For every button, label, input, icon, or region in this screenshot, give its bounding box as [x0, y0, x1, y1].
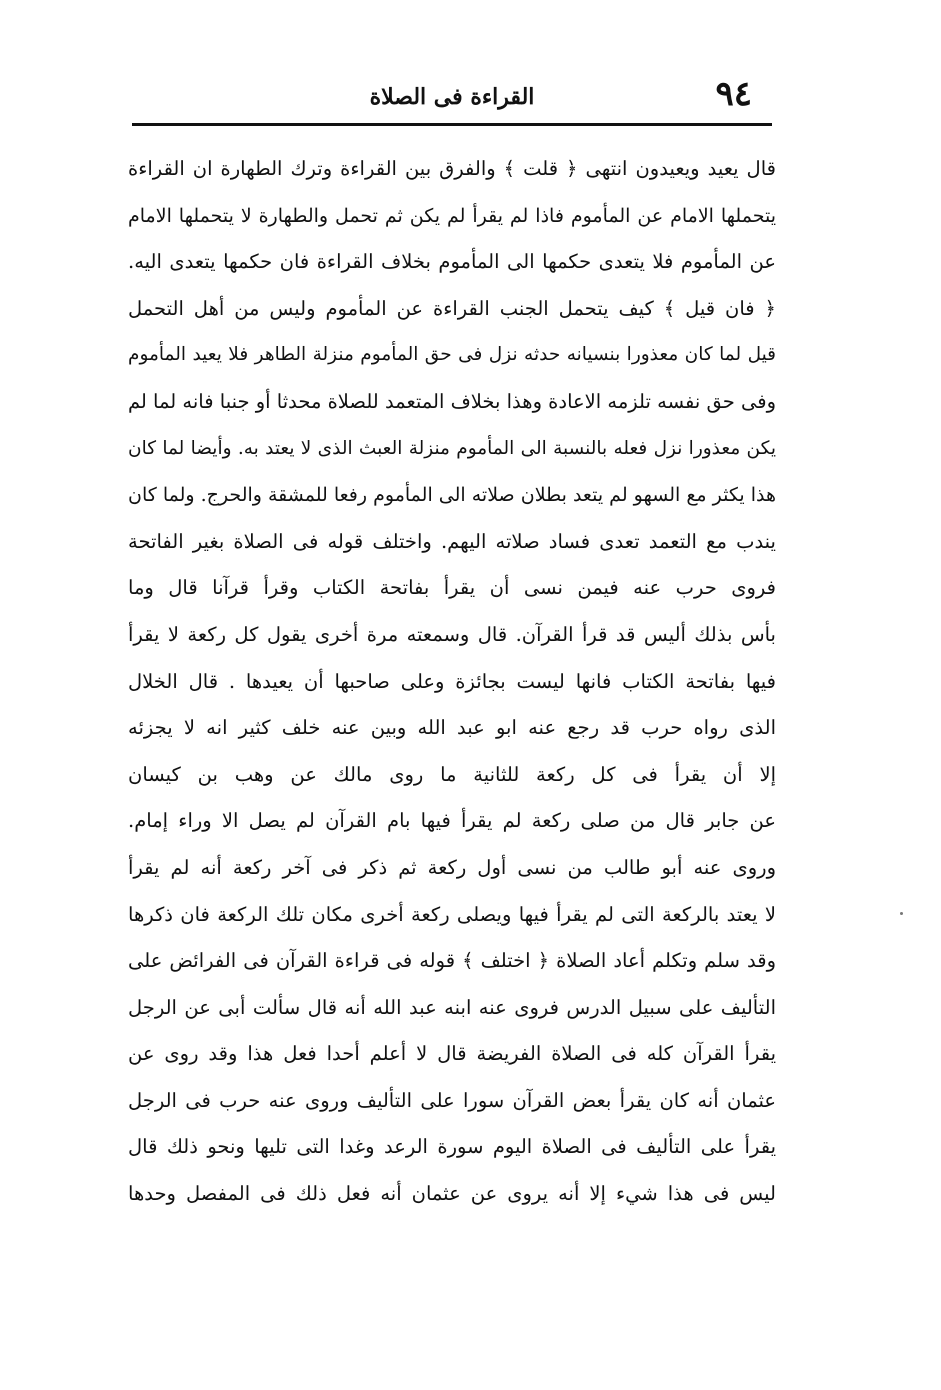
text-line: عثمان أنه كان يقرأ بعض القرآن سورا على التأليف وروى عنه حرب فى الرجل	[128, 1088, 776, 1112]
text-line: التأليف على سبيل الدرس فروى عنه ابنه عبد الله أنه قال سألت أبى عن الرجل	[128, 995, 776, 1019]
text-line: بأس بذلك أليس قد قرأ القرآن. قال وسمعته مرة أخرى يقول كل ركعة لا يقرأ	[128, 622, 776, 646]
page-header	[132, 70, 772, 120]
text-line: يتحملها الامام عن المأموم فاذا لم يقرأ لم يكن ثم تحمل والطهارة لا يتحملها الامام	[128, 204, 776, 227]
scan-speck	[900, 912, 903, 915]
text-line: ليس فى هذا شيء إلا أنه يروى عن عثمان أنه فعل ذلك فى المفصل وحدها	[128, 1182, 776, 1206]
text-line: هذا يكثر مع السهو لم يتعد بطلان صلاته الى المأموم رفعا للمشقة والحرج. ولما كان	[128, 484, 776, 507]
text-line: قيل لما كان معذورا بنسيانه حدثه نزل فى حق المأموم منزلة الطاهر فلا يعيد المأموم	[128, 344, 776, 366]
text-line: وروى عنه أبو طالب من نسى أول ركعة ثم ذكر فى آخر ركعة أنه لم يقرأ	[128, 855, 776, 879]
header-rule	[132, 123, 772, 126]
page-number: ٩٤	[715, 74, 752, 114]
text-line: ﴿ فان قيل ﴾ كيف يتحمل الجنب القراءة عن المأموم وليس من أهل التحمل	[128, 296, 776, 320]
text-line: وفى حق نفسه تلزمه الاعادة وهذا بخلاف المتعمد للصلاة محدثا أو جنبا فانه لما لم	[128, 389, 776, 413]
text-line: إلا أن يقرأ فى كل ركعة للثانية ما روى مالك عن وهب بن كيسان	[128, 762, 776, 786]
text-line: فروى حرب عنه فيمن نسى أن يقرأ بفاتحة الكتاب وقرأ قرآنا قال وما	[128, 576, 776, 600]
text-line: وقد سلم وتكلم أعاد الصلاة ﴿ اختلف ﴾ قوله فى قراءة القرآن فى الفرائض على	[128, 949, 776, 973]
text-line: فيها بفاتحة الكتاب فانها ليست بجائزة وعلى صاحبها أن يعيدها . قال الخلال	[128, 669, 776, 693]
text-line: عن المأموم فلا يتعدى حكمها الى المأموم بخلاف القراءة فان حكمها يتعدى اليه.	[128, 250, 776, 274]
text-line: يقرأ القرآن كله فى الصلاة الفريضة قال لا أعلم أحدا فعل هذا وقد روى عن	[128, 1042, 776, 1066]
text-line: يقرأ على التأليف فى الصلاة اليوم سورة الرعد وغدا التى تليها ونحو ذلك قال	[128, 1135, 776, 1159]
text-line: قال يعيد ويعيدون انتهى ﴿ قلت ﴾ والفرق بين القراءة وترك الطهارة ان القراءة	[128, 157, 776, 180]
text-line: الذى رواه حرب قد رجع عنه ابو عبد الله وبين عنه خلف كثير انه لا يجزئه	[128, 716, 776, 740]
text-line: عن جابر قال من صلى ركعة لم يقرأ فيها بام القرآن لم يصل الا وراء إمام.	[128, 809, 776, 833]
body-text	[128, 146, 776, 1218]
running-title: القراءة فى الصلاة	[369, 84, 535, 110]
text-line: يندب مع التعمد تعدى فساد صلاته اليهم. واختلف قوله فى الصلاة بغير الفاتحة	[128, 529, 776, 553]
text-line: لا يعتد بالركعة التى لم يقرأ فيها ويصلى ركعة أخرى مكان تلك الركعة فان ذكرها	[128, 902, 776, 926]
text-line: يكن معذورا نزل فعله بالنسبة الى المأموم منزلة العبث الذى لا يعتد به. وأيضا لما كان	[128, 437, 776, 459]
